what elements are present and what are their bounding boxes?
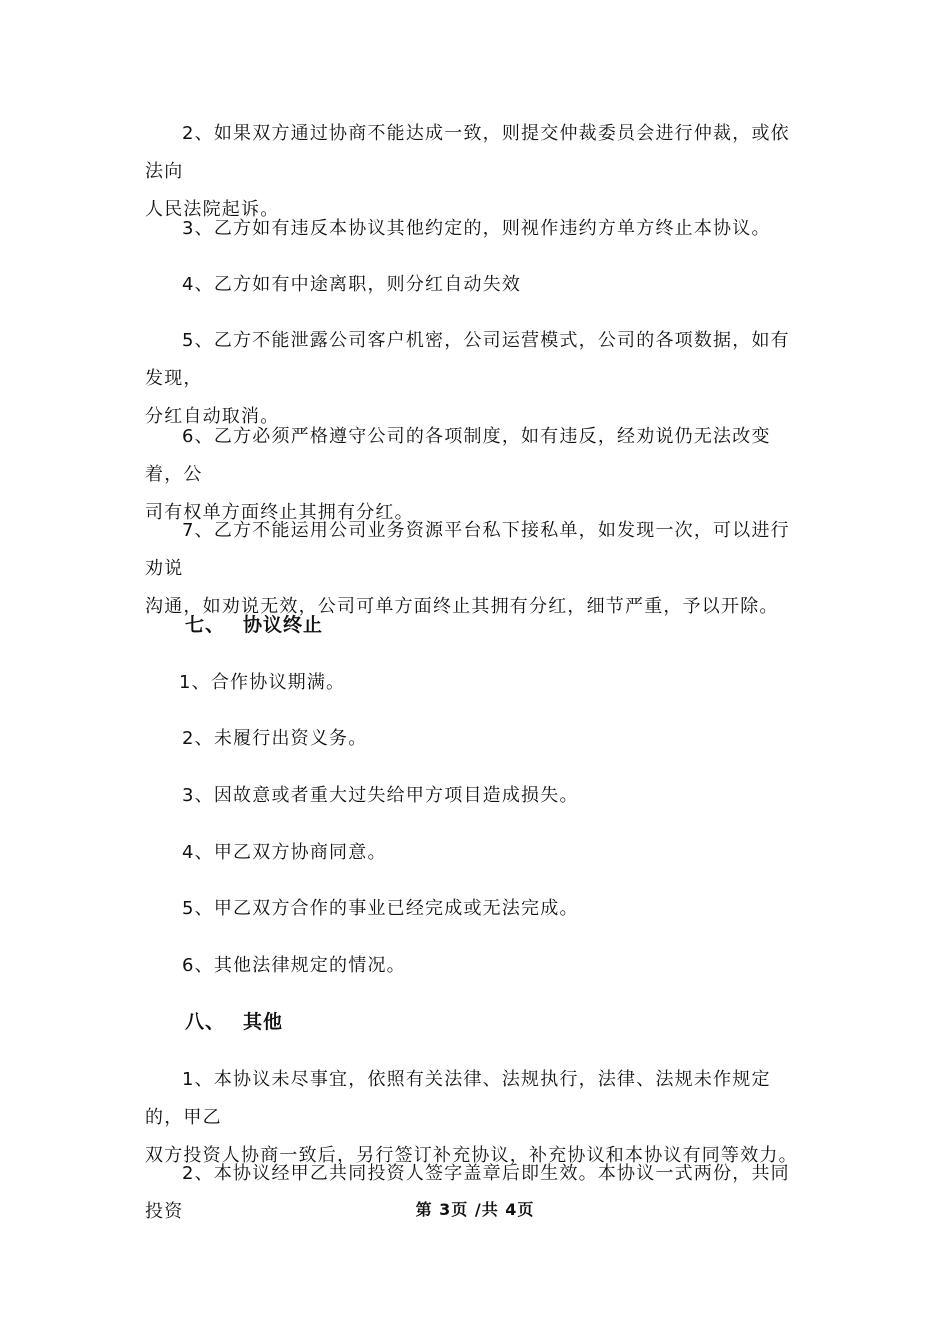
termination-item-6 [145, 947, 805, 985]
text-line: 1、本协议未尽事宜，依照有关法律、法规执行，法律、法规未作规定的，甲乙 [145, 1069, 771, 1128]
text-line: 3、乙方如有违反本协议其他约定的，则视作违约方单方终止本协议。 [182, 218, 771, 239]
text-line: 4、甲乙双方协商同意。 [182, 842, 387, 863]
termination-item-1 [145, 664, 805, 702]
text-line: 1、合作协议期满。 [179, 672, 346, 693]
termination-item-4 [145, 834, 805, 872]
text-line: 3、因故意或者重大过失给甲方项目造成损失。 [182, 785, 579, 806]
section-heading-termination [185, 610, 323, 637]
paragraph-clause-7 [145, 512, 805, 626]
termination-item-3 [145, 777, 805, 815]
termination-item-2 [145, 720, 805, 758]
section-title: 协议终止 [243, 614, 324, 636]
text-line: 6、其他法律规定的情况。 [182, 955, 406, 976]
text-line: 2、本协议经甲乙共同投资人签字盖章后即生效。本协议一式两份，共同投资 [145, 1163, 790, 1222]
text-line: 2、如果双方通过协商不能达成一致，则提交仲裁委员会进行仲裁，或依法向 [145, 123, 790, 182]
text-line: 5、乙方不能泄露公司客户机密，公司运营模式，公司的各项数据，如有发现， [145, 330, 790, 389]
text-line: 7、乙方不能运用公司业务资源平台私下接私单，如发现一次，可以进行劝说 [145, 520, 790, 579]
text-line: 分红自动取消。 [145, 406, 280, 427]
text-line: 人民法院起诉。 [145, 199, 280, 220]
text-line: 沟通，如劝说无效，公司可单方面终止其拥有分红，细节严重，予以开除。 [145, 596, 779, 617]
text-line: 5、甲乙双方合作的事业已经完成或无法完成。 [182, 898, 579, 919]
section-heading-other [185, 1007, 283, 1034]
section-title: 其他 [243, 1011, 284, 1033]
section-number: 七、 [185, 614, 226, 636]
section-number: 八、 [185, 1011, 226, 1033]
text-line: 4、乙方如有中途离职，则分红自动失效 [182, 274, 522, 295]
paragraph-clause-4 [145, 266, 805, 304]
text-line: 司有权单方面终止其拥有分红。 [145, 502, 414, 523]
text-line: 2、未履行出资义务。 [182, 728, 368, 749]
text-line: 双方投资人协商一致后，另行签订补充协议，补充协议和本协议有同等效力。 [145, 1145, 798, 1166]
page-number-footer: 第 3页 /共 4页 [415, 1200, 535, 1219]
paragraph-clause-3 [145, 210, 805, 248]
text-line: 6、乙方必须严格遵守公司的各项制度，如有违反，经劝说仍无法改变着，公 [145, 426, 771, 485]
termination-item-5 [145, 890, 805, 928]
